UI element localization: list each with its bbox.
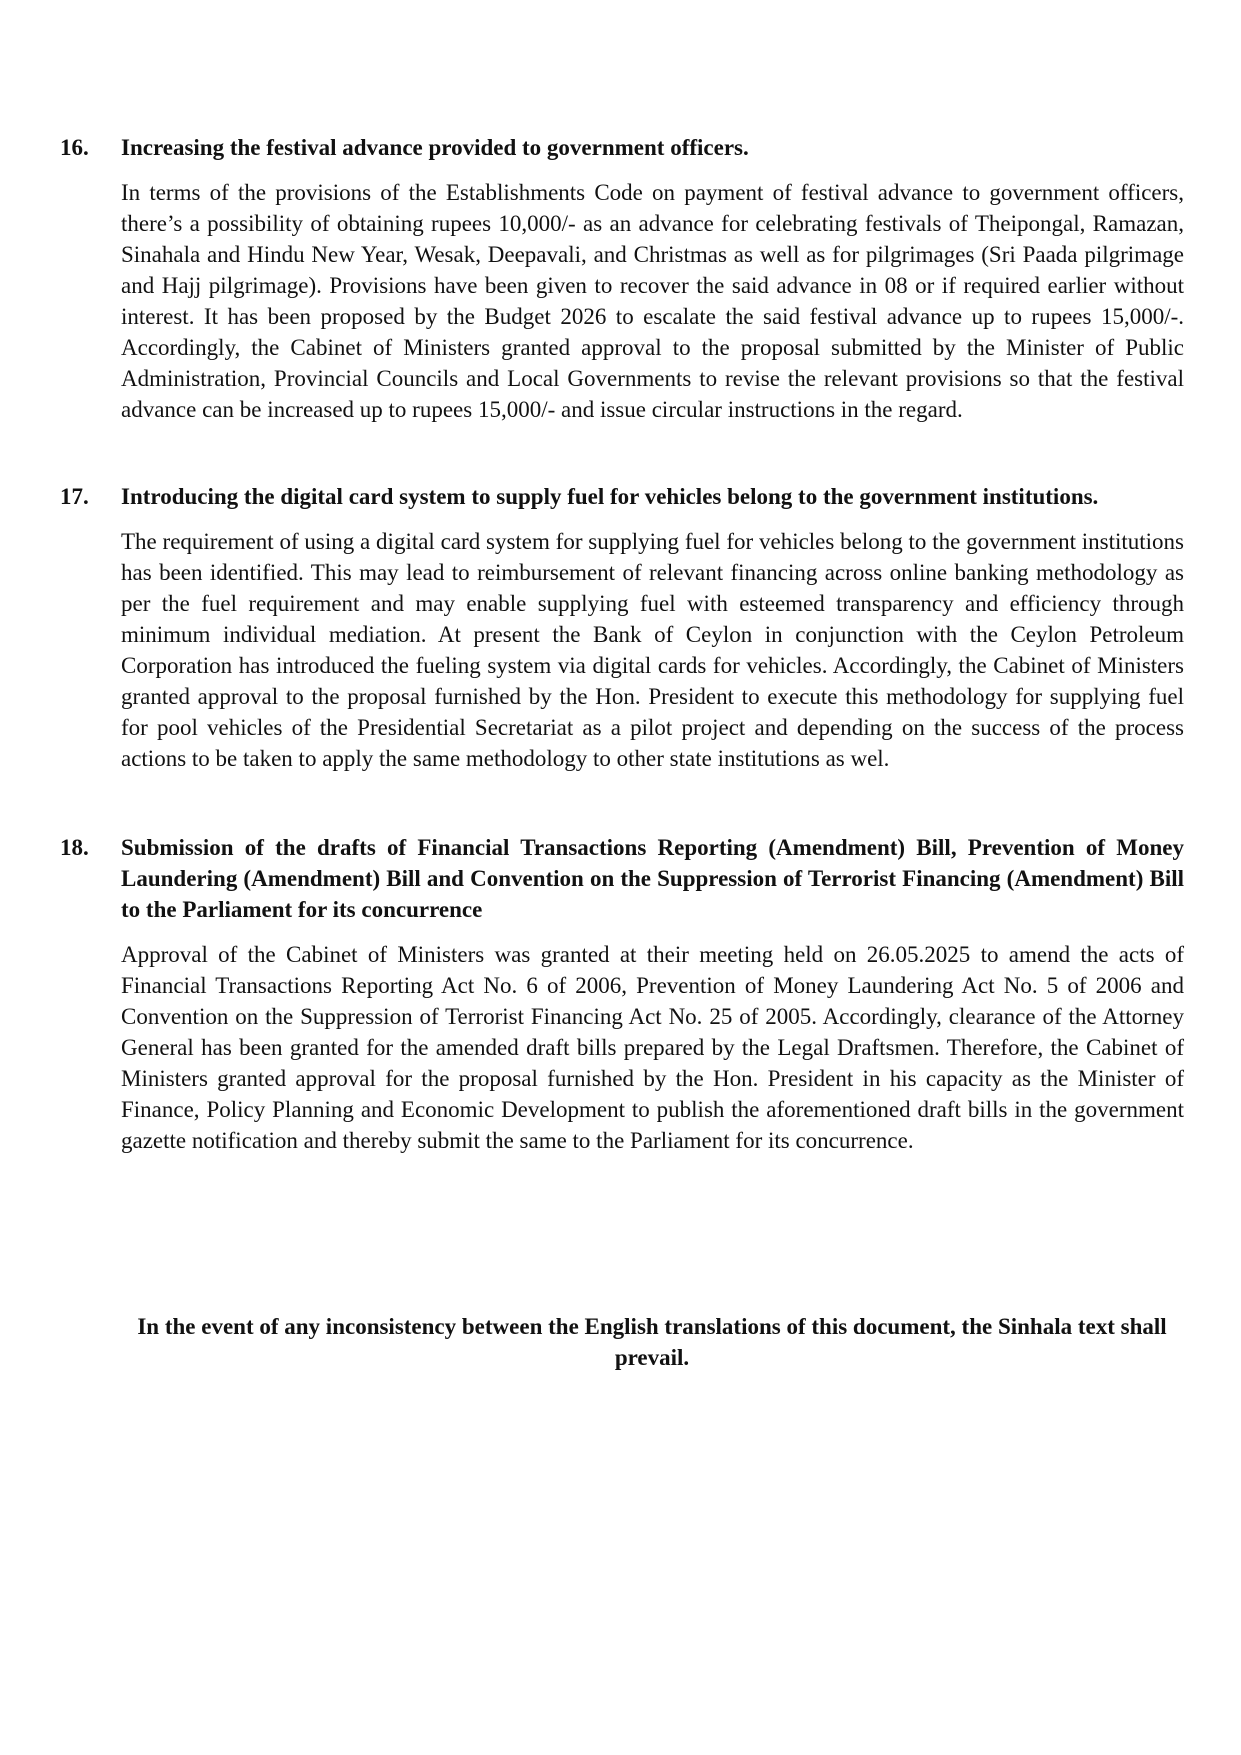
section-title: Introducing the digital card system to supply fuel for vehicles belong to the government institutions. [121, 484, 1099, 509]
section-18 [60, 832, 1184, 1156]
section-heading [60, 832, 1184, 925]
section-heading [60, 132, 1184, 163]
section-body: Approval of the Cabinet of Ministers was granted at their meeting held on 26.05.2025 to amend the acts of Financial Transactions Reporting Act No. 6 of 2006, Prevention of Money Laundering Act No. 5 of 2006 and Convention on the Suppression of Terrorist Financing Act No. 25 of 2005. Accordingly, clearance of the Attorney General has been granted for the amended draft bills prepared by the Legal Draftsmen. Therefore, the Cabinet of Ministers granted approval for the proposal furnished by the Hon. President in his capacity as the Minister of Finance, Policy Planning and Economic Development to publish the aforementioned draft bills in the government gazette notification and thereby submit the same to the Parliament for its concurrence. [121, 942, 1184, 1153]
section-title: Submission of the drafts of Financial Transactions Reporting (Amendment) Bill, Prevention of Money Laundering (Amendment) Bill and Convention on the Suppression of Terrorist Financing (Amendment) Bill to the Parliament for its concurrence [121, 835, 1184, 922]
section-17 [60, 481, 1184, 774]
section-number: 17. [60, 484, 89, 509]
section-number: 16. [60, 135, 89, 160]
section-title: Increasing the festival advance provided to government officers. [121, 135, 749, 160]
language-notice: In the event of any inconsistency between the English translations of this document, the Sinhala text shall prevail. [137, 1314, 1167, 1370]
section-body: The requirement of using a digital card system for supplying fuel for vehicles belong to the government institutions has been identified. This may lead to reimbursement of relevant financing across online banking methodology as per the fuel requirement and may enable supplying fuel with esteemed transparency and efficiency through minimum individual mediation. At present the Bank of Ceylon in conjunction with the Ceylon Petroleum Corporation has introduced the fueling system via digital cards for vehicles. Accordingly, the Cabinet of Ministers granted approval to the proposal furnished by the Hon. President to execute this methodology for supplying fuel for pool vehicles of the Presidential Secretariat as a pilot project and depending on the success of the process actions to be taken to apply the same methodology to other state institutions as wel. [121, 529, 1184, 771]
section-body: In terms of the provisions of the Establishments Code on payment of festival advance to government officers, there’s a possibility of obtaining rupees 10,000/- as an advance for celebrating festivals of Theipongal, Ramazan, Sinahala and Hindu New Year, Wesak, Deepavali, and Christmas as well as for pilgrimages (Sri Paada pilgrimage and Hajj pilgrimage). Provisions have been given to recover the said advance in 08 or if required earlier without interest. It has been proposed by the Budget 2026 to escalate the said festival advance up to rupees 15,000/-. Accordingly, the Cabinet of Ministers granted approval to the proposal submitted by the Minister of Public Administration, Provincial Councils and Local Governments to revise the relevant provisions so that the festival advance can be increased up to rupees 15,000/- and issue circular instructions in the regard. [121, 180, 1184, 422]
section-heading [60, 481, 1184, 512]
section-number: 18. [60, 835, 89, 860]
section-16 [60, 132, 1184, 425]
